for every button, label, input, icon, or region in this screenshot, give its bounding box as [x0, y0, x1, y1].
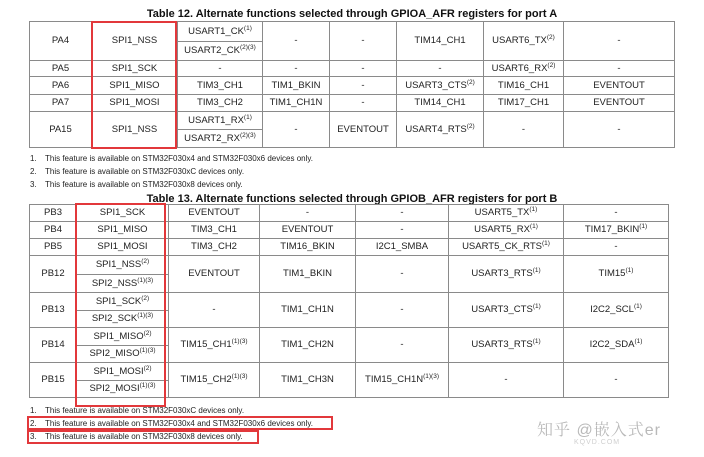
cell-text: TIM15_CH2: [180, 374, 232, 386]
af-cell: [263, 112, 330, 148]
cell-text: SPI1_MOSI: [97, 241, 148, 253]
cell-text: TIM1_CH1N: [281, 304, 334, 316]
af-cell: [178, 112, 263, 130]
highlight-note-3: [27, 430, 259, 444]
af-cell: [169, 222, 260, 239]
cell-text: I2C1_SMBA: [375, 241, 429, 253]
footnote-ref: (2): [546, 34, 555, 42]
cell-text: USART3_CTS: [405, 79, 467, 91]
cell-text: SPI2_NSS: [91, 277, 138, 289]
cell-text: -: [614, 241, 618, 253]
af-cell: [169, 293, 260, 328]
af-cell: [564, 293, 669, 328]
cell-text: SPI1_NSS: [111, 123, 158, 135]
cell-text: -: [361, 35, 365, 47]
af-cell: [397, 112, 484, 148]
cell-text: -: [614, 374, 618, 386]
cell-text: TIM16_CH1: [497, 79, 550, 91]
af-cell: [397, 95, 484, 112]
af-cell: [356, 293, 449, 328]
footnote-ref: (1): [633, 303, 642, 311]
cell-text: -: [218, 62, 222, 74]
footnote-ref: (1): [529, 223, 538, 231]
pin-cell: PB12: [30, 256, 77, 293]
af-cell: [263, 61, 330, 77]
af-cell: [564, 77, 675, 95]
af-cell: [330, 95, 397, 112]
pin-cell: PB15: [30, 363, 77, 398]
af-cell: [169, 256, 260, 293]
cell-text: TIM1_CH3N: [281, 374, 334, 386]
cell-text: SPI2_SCK: [91, 313, 138, 324]
cell-text: TIM14_CH1: [414, 97, 466, 109]
cell-text: SPI1_SCK: [99, 207, 146, 219]
cell-text: TIM1_CH1N: [269, 97, 323, 109]
af-cell: [356, 205, 449, 222]
af-cell: [263, 22, 330, 61]
cell-text: USART5_CK_RTS: [462, 241, 542, 253]
af-cell: [330, 77, 397, 95]
footnote-ref: (1)(3): [137, 312, 154, 319]
cell-text: TIM1_BKIN: [282, 268, 333, 280]
cell-text: TIM14_CH1: [414, 35, 466, 47]
footnote-number: 3.: [30, 180, 37, 189]
af-cell: [330, 61, 397, 77]
footnote-ref: (1): [532, 303, 541, 311]
footnote-ref: (2): [143, 364, 152, 372]
cell-text: TIM3_CH2: [191, 241, 237, 253]
cell-text: USART4_RTS: [405, 123, 467, 135]
cell-text: -: [361, 79, 365, 91]
pin-cell: PB3: [30, 205, 77, 222]
cell-text: -: [617, 62, 621, 74]
pin-cell: PA5: [30, 61, 92, 77]
pin-cell: PA6: [30, 77, 92, 95]
cell-text: -: [400, 304, 404, 316]
af-cell: [564, 95, 675, 112]
cell-text: SPI1_NSS: [95, 259, 142, 270]
af-cell: [178, 61, 263, 77]
af-cell: [260, 239, 356, 256]
footnote-ref: (1)(3): [231, 338, 248, 346]
cell-text: TIM1_CH2N: [281, 339, 334, 351]
af-cell: [484, 22, 564, 61]
af-cell: [449, 239, 564, 256]
footnote-ref: (2): [141, 258, 150, 265]
footnote-ref: (2)(3): [239, 131, 256, 139]
af-cell: [397, 61, 484, 77]
footnote-ref: (1): [243, 113, 252, 121]
pin-cell: PB14: [30, 328, 77, 363]
footnote-ref: (1)(3): [137, 276, 154, 284]
footnote: [30, 152, 313, 165]
footnote-ref: (1)(3): [231, 373, 248, 381]
af-cell: [449, 256, 564, 293]
af-cell: [449, 205, 564, 222]
af-cell: [449, 293, 564, 328]
af-cell: [260, 222, 356, 239]
cell-text: USART5_TX: [474, 207, 530, 219]
cell-text: USART2_CK: [184, 45, 240, 56]
cell-text: SPI2_MOSI: [89, 383, 140, 394]
af-cell: [356, 363, 449, 398]
footnote-text: This feature is available on STM32F030xC devices only.: [45, 167, 245, 176]
cell-text: EVENTOUT: [281, 224, 334, 236]
af-cell: [169, 328, 260, 363]
af-cell: [260, 205, 356, 222]
footnote-ref: (1)(3): [139, 382, 156, 389]
cell-text: USART2_RX: [184, 132, 240, 144]
pin-cell: PA15: [30, 112, 92, 148]
af-cell: [356, 222, 449, 239]
pin-cell: PB4: [30, 222, 77, 239]
highlight-note-2: [27, 416, 333, 430]
cell-text: SPI1_SCK: [95, 295, 142, 307]
cell-text: -: [305, 207, 310, 219]
af-cell: [449, 363, 564, 398]
cell-text: -: [294, 62, 298, 74]
af-cell: [260, 293, 356, 328]
footnote-ref: (1): [532, 267, 541, 275]
cell-text: -: [294, 123, 298, 135]
cell-text: USART6_TX: [492, 35, 547, 47]
cell-text: -: [614, 207, 618, 219]
cell-text: -: [400, 268, 404, 280]
footnote-text: This feature is available on STM32F030x4 and STM32F030x6 devices only.: [45, 154, 313, 163]
cell-text: -: [361, 97, 365, 109]
cell-text: -: [504, 374, 508, 386]
af-cell: [397, 22, 484, 61]
cell-text: SPI1_MISO: [93, 330, 144, 342]
cell-text: USART6_RX: [491, 62, 548, 74]
cell-text: TIM15_CH1N: [365, 374, 424, 386]
footnote-ref: (1)(3): [423, 373, 439, 381]
cell-text: -: [617, 123, 621, 135]
cell-text: I2C2_SCL: [590, 304, 634, 316]
cell-text: -: [438, 62, 442, 74]
af-cell: [260, 363, 356, 398]
af-cell: [397, 77, 484, 95]
af-cell: [564, 256, 669, 293]
footnote-number: 1.: [30, 406, 37, 415]
cell-text: USART3_RTS: [471, 268, 533, 280]
pin-cell: PA4: [30, 22, 92, 61]
cell-text: I2C2_SDA: [589, 339, 635, 351]
footnote-number: 2.: [30, 167, 37, 176]
af-cell: [263, 77, 330, 95]
af-cell: [564, 328, 669, 363]
cell-text: TIM3_CH1: [197, 79, 243, 91]
cell-text: SPI1_MOSI: [93, 365, 144, 377]
af-cell: [178, 77, 263, 95]
footnote-ref: (1): [541, 240, 550, 248]
af-cell: [449, 328, 564, 363]
footnote-ref: (1): [639, 223, 648, 231]
footnote-ref: (2): [466, 78, 475, 86]
footnote-ref: (1): [529, 206, 538, 214]
cell-text: TIM15: [598, 268, 626, 280]
af-cell: [169, 239, 260, 256]
af-cell: [169, 363, 260, 398]
af-cell: [484, 61, 564, 77]
af-cell: [564, 112, 675, 148]
pin-cell: PB13: [30, 293, 77, 328]
af-cell: [564, 61, 675, 77]
cell-text: SPI1_MISO: [109, 79, 160, 91]
af-cell: [178, 95, 263, 112]
cell-text: EVENTOUT: [337, 123, 389, 135]
footnote-ref: (2): [141, 294, 150, 302]
table12-title: Table 12. Alternate functions selected through GPIOA_AFR registers for port A: [146, 8, 558, 20]
cell-text: SPI1_MISO: [97, 224, 148, 236]
cell-text: USART1_RX: [188, 114, 244, 126]
cell-text: TIM17_BKIN: [584, 224, 640, 236]
footnote-ref: (2): [143, 329, 152, 337]
cell-text: USART5_RX: [474, 224, 530, 236]
af-cell: [356, 239, 449, 256]
cell-text: EVENTOUT: [593, 79, 645, 91]
cell-text: TIM17_CH1: [497, 97, 550, 109]
pin-cell: PB5: [30, 239, 77, 256]
footnote-ref: (1): [532, 338, 541, 346]
footnote-ref: (1): [634, 338, 643, 346]
footnote-ref: (1)(3): [139, 347, 156, 354]
footnote-ref: (2)(3): [239, 44, 256, 51]
cell-text: SPI1_MOSI: [109, 97, 160, 109]
cell-text: EVENTOUT: [188, 268, 240, 280]
footnote-number: 3.: [30, 432, 37, 441]
cell-text: -: [294, 35, 298, 47]
footnote-ref: (1): [625, 267, 634, 275]
table13-title: Table 13. Alternate functions selected through GPIOB_AFR registers for port B: [146, 193, 558, 205]
af-cell: [178, 130, 263, 148]
af-cell: [484, 112, 564, 148]
pin-cell: PA7: [30, 95, 92, 112]
af-cell: [260, 328, 356, 363]
af-cell: [564, 363, 669, 398]
footnote: [30, 178, 313, 191]
af-cell: [169, 205, 260, 222]
cell-text: SPI1_SCK: [111, 62, 158, 74]
footnote-text: This feature is available on STM32F030x8 devices only.: [45, 180, 243, 189]
footnote-ref: (2): [466, 122, 475, 130]
af-cell: [260, 256, 356, 293]
af-cell: [564, 239, 669, 256]
cell-text: -: [521, 123, 526, 135]
cell-text: EVENTOUT: [593, 97, 645, 109]
af-cell: [449, 222, 564, 239]
cell-text: -: [400, 339, 404, 351]
cell-text: -: [361, 62, 365, 74]
cell-text: SPI2_MISO: [89, 348, 140, 359]
af-cell: [178, 41, 263, 61]
table12-footnotes: [30, 152, 313, 191]
af-cell: [564, 205, 669, 222]
footnote-text: This feature is available on STM32F030x4 and STM32F030x6 devices only.: [45, 419, 313, 428]
af-cell: [484, 77, 564, 95]
footnote: [30, 165, 313, 178]
cell-text: USART1_CK: [188, 25, 244, 37]
af-cell: [564, 222, 669, 239]
af-cell: [263, 95, 330, 112]
cell-text: -: [617, 35, 621, 47]
af-cell: [564, 22, 675, 61]
footnote-ref: (1): [243, 24, 252, 32]
cell-text: SPI1_NSS: [111, 35, 158, 47]
footnote-ref: (2): [547, 61, 556, 69]
af-cell: [330, 112, 397, 148]
footnote-number: 2.: [30, 419, 37, 428]
af-cell: [178, 22, 263, 42]
cell-text: TIM16_BKIN: [280, 241, 335, 253]
watermark-sub: KQVD.COM: [574, 439, 621, 446]
cell-text: TIM3_CH1: [191, 224, 237, 236]
highlight-table13-spi-column: [75, 203, 166, 407]
footnote-number: 1.: [30, 154, 37, 163]
cell-text: -: [400, 207, 404, 219]
footnote-text: This feature is available on STM32F030xC devices only.: [45, 406, 245, 415]
cell-text: USART3_RTS: [471, 339, 533, 351]
cell-text: -: [400, 224, 404, 236]
cell-text: TIM3_CH2: [197, 97, 243, 109]
cell-text: USART3_CTS: [471, 304, 533, 316]
highlight-table12-spi1-column: [91, 21, 177, 149]
cell-text: TIM15_CH1: [180, 339, 232, 351]
af-cell: [356, 328, 449, 363]
cell-text: -: [212, 304, 216, 316]
af-cell: [356, 256, 449, 293]
cell-text: TIM1_BKIN: [271, 79, 321, 91]
af-cell: [484, 95, 564, 112]
footnote-text: This feature is available on STM32F030x8 devices only.: [45, 432, 243, 441]
cell-text: EVENTOUT: [188, 207, 240, 219]
watermark-text: 知乎 @嵌入式er: [537, 422, 661, 439]
af-cell: [330, 22, 397, 61]
